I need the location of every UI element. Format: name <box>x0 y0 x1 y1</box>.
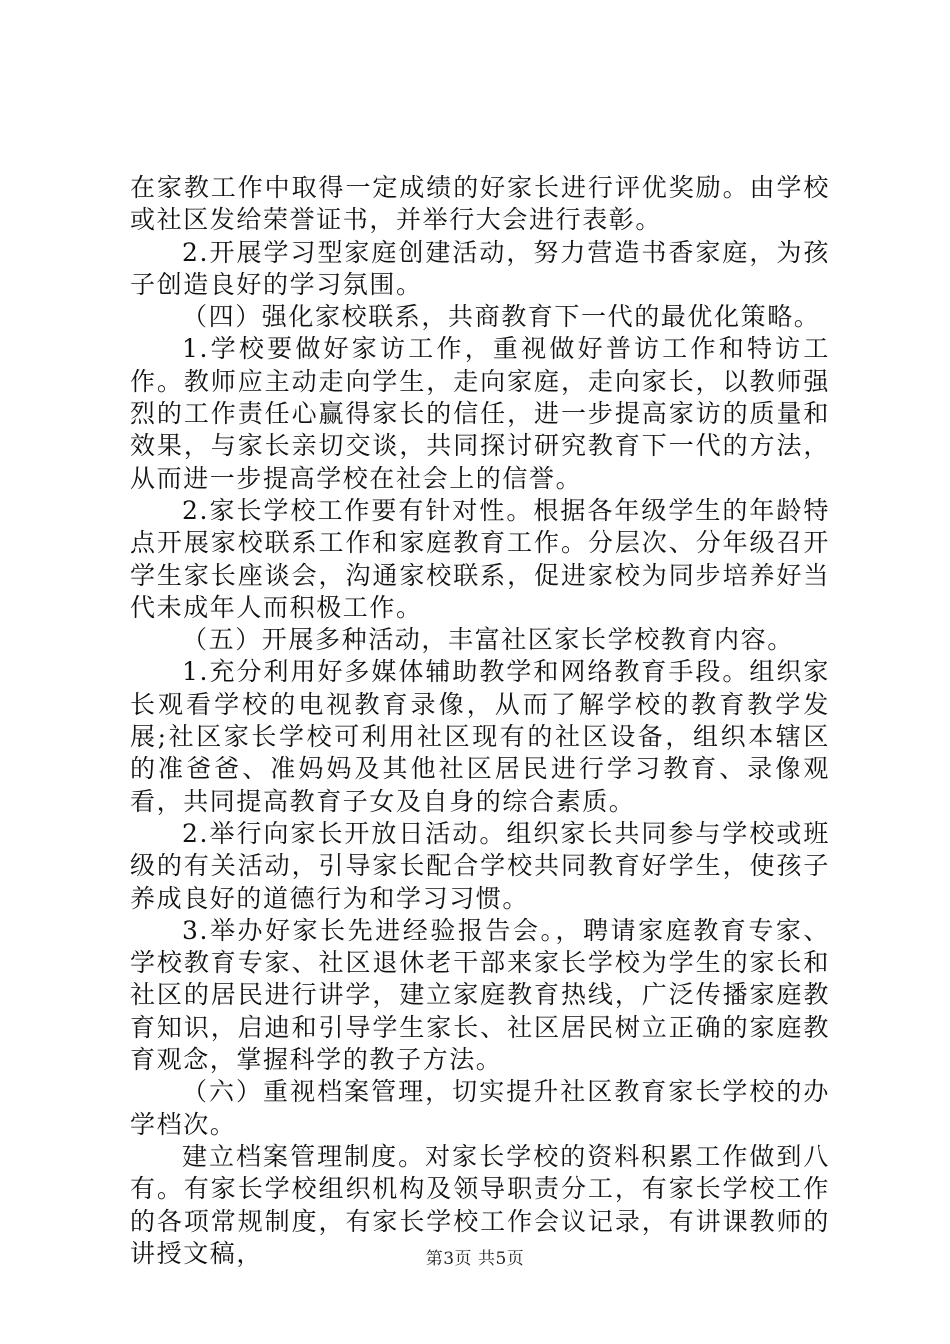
page-footer: 第3页 共5页 <box>425 1249 525 1269</box>
paragraph-5: 2.家长学校工作要有针对性。根据各年级学生的年龄特点开展家校联系工作和家庭教育工作。分层次、分年级召开学生家长座谈会，沟通家校联系，促进家校为同步培养好当代未成年人而积极工作。 <box>130 495 830 622</box>
paragraph-1: 在家教工作中取得一定成绩的好家长进行评优奖励。由学校或社区发给荣誉证书，并举行大会进行表彰。 <box>130 173 830 235</box>
document-body <box>130 172 830 1270</box>
section-heading-5: （五）开展多种活动，丰富社区家长学校教育内容。 <box>182 625 794 655</box>
section-heading-4: （四）强化家校联系，共商教育下一代的最优化策略。 <box>182 302 821 332</box>
paragraph-7: 1.充分利用好多媒体辅助教学和网络教育手段。组织家长观看学校的电视教育录像，从而了解学校的教育教学发展;社区家长学校可利用社区现有的社区设备，组织本辖区的准爸爸、准妈妈及其他社区居民进行学习教育、录像观看，共同提高教育子女及自身的综合素质。 <box>130 657 830 816</box>
paragraph-2: 2.开展学习型家庭创建活动，努力营造书香家庭，为孩子创造良好的学习氛围。 <box>130 237 830 299</box>
paragraph-9: 3.举办好家长先进经验报告会。，聘请家庭教育专家、学校教育专家、社区退休老干部来家长学校为学生的家长和社区的居民进行讲学，建立家庭教育热线，广泛传播家庭教育知识，启迪和引导学生家长、社区居民树立正确的家庭教育观念，掌握科学的教子方法。 <box>130 915 830 1075</box>
paragraph-4: 1.学校要做好家访工作，重视做好普访工作和特访工作。教师应主动走向学生，走向家庭，走向家长，以教师强烈的工作责任心赢得家长的信任，进一步提高家访的质量和效果，与家长亲切交谈，共同探讨研究教育下一代的方法，从而进一步提高学校在社会上的信誉。 <box>130 334 830 493</box>
section-heading-6: （六）重视档案管理，切实提升社区教育家长学校的办学档次。 <box>130 1077 830 1139</box>
paragraph-11: 建立档案管理制度。对家长学校的资料积累工作做到八有。有家长学校组织机构及领导职责分工，有家长学校工作的各项常规制度，有家长学校工作会议记录，有讲课教师的讲授文稿， <box>130 1141 830 1268</box>
paragraph-8: 2.举行向家长开放日活动。组织家长共同参与学校或班级的有关活动，引导家长配合学校共同教育好学生，使孩子养成良好的道德行为和学习习惯。 <box>130 818 830 913</box>
